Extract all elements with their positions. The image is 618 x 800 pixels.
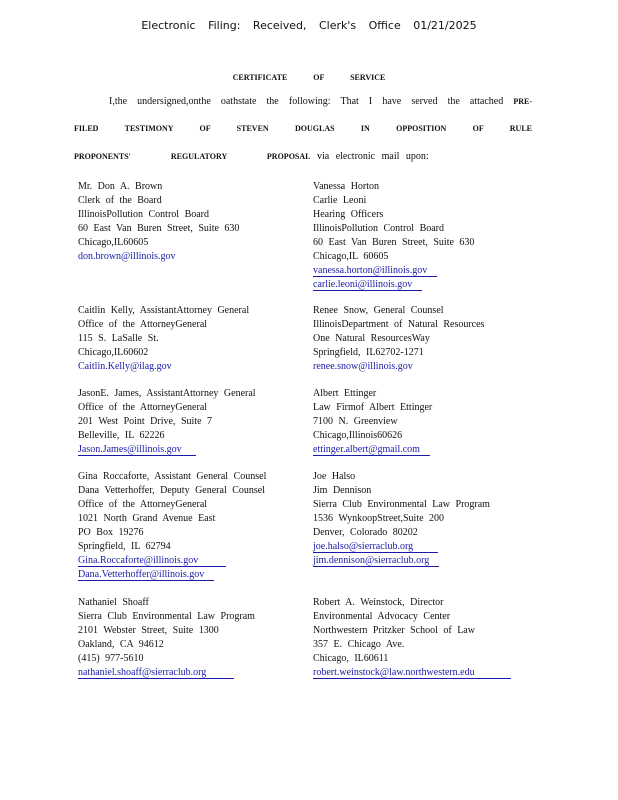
service-line: Chicago,Illinois60626: [313, 430, 403, 441]
email-text[interactable]: nathaniel.shoaff@sierraclub.org: [78, 667, 234, 679]
service-line: 357 E. Chicago Ave.: [313, 639, 405, 650]
email-text[interactable]: Gina.Roccaforte@illinois.gov: [78, 555, 226, 567]
email-link[interactable]: [78, 250, 318, 264]
service-line: Chicago,IL60605: [78, 237, 149, 248]
email-link[interactable]: [313, 666, 553, 680]
service-line: Northwestern Pritzker School of Law: [313, 625, 475, 636]
intro-line-1-text: I,the undersigned,onthe oathstate the following: That I have served the attached: [109, 96, 504, 107]
service-block-roccaforte-vetterhoffer: [78, 470, 318, 582]
service-line: IllinoisDepartment of Natural Resources: [313, 319, 485, 330]
email-text[interactable]: jim.dennison@sierraclub.org: [313, 555, 439, 567]
email-link[interactable]: [313, 554, 553, 568]
certificate-title: CERTIFICATE OF SERVICE: [232, 73, 386, 82]
email-text[interactable]: don.brown@illinois.gov: [78, 251, 176, 262]
intro-line-3-bold: PROPONENTS' REGULATORY PROPOSAL: [74, 152, 311, 161]
email-text[interactable]: Caitlin.Kelly@ilag.gov: [78, 361, 172, 372]
email-text[interactable]: Jason.James@illinois.gov: [78, 444, 196, 456]
service-block-albert-ettinger: [313, 387, 553, 457]
service-line: 7100 N. Greenview: [313, 416, 398, 427]
service-line: Belleville, IL 62226: [78, 430, 165, 441]
service-line: Chicago, IL60611: [313, 653, 389, 664]
service-line: Denver, Colorado 80202: [313, 527, 418, 538]
service-line: Carlie Leoni: [313, 195, 367, 206]
service-line: Renee Snow, General Counsel: [313, 305, 444, 316]
service-line: Jim Dennison: [313, 485, 372, 496]
intro-line-3-text: via electronic mail upon:: [316, 151, 429, 162]
email-link[interactable]: [313, 360, 553, 374]
service-line: Albert Ettinger: [313, 388, 377, 399]
email-link[interactable]: [78, 568, 318, 582]
email-link[interactable]: [78, 666, 318, 680]
service-line: Environmental Advocacy Center: [313, 611, 451, 622]
service-line: 1021 North Grand Avenue East: [78, 513, 216, 524]
service-line: IllinoisPollution Control Board: [78, 209, 210, 220]
service-line: Office of the AttorneyGeneral: [78, 499, 208, 510]
email-text[interactable]: ettinger.albert@gmail.com: [313, 444, 430, 456]
service-line: Mr. Don A. Brown: [78, 181, 163, 192]
email-text[interactable]: Dana.Vetterhoffer@illinois.gov: [78, 569, 214, 581]
service-line: Chicago,IL60602: [78, 347, 149, 358]
service-block-caitlin-kelly: [78, 304, 318, 374]
intro-line-2: FILED TESTIMONY OF STEVEN DOUGLAS IN OPPOSITION OF RULE: [74, 124, 532, 133]
service-block-hearing-officers: [313, 180, 553, 292]
service-line: 60 East Van Buren Street, Suite 630: [78, 223, 240, 234]
service-line: 1536 WynkoopStreet,Suite 200: [313, 513, 445, 524]
intro-line-1-bold: PRE-: [513, 97, 533, 106]
email-text[interactable]: joe.halso@sierraclub.org: [313, 541, 438, 553]
service-line: Oakland, CA 94612: [78, 639, 164, 650]
service-line: PO Box 19276: [78, 527, 144, 538]
service-block-jason-james: [78, 387, 318, 457]
service-line: Springfield, IL62702-1271: [313, 347, 424, 358]
email-text[interactable]: carlie.leoni@illinois.gov: [313, 279, 422, 291]
email-link[interactable]: [313, 540, 553, 554]
service-line: 115 S. LaSalle St.: [78, 333, 159, 344]
email-link[interactable]: [78, 443, 318, 457]
email-link[interactable]: [313, 264, 553, 278]
email-text[interactable]: renee.snow@illinois.gov: [313, 361, 413, 372]
service-block-renee-snow: [313, 304, 553, 374]
email-link[interactable]: [313, 443, 553, 457]
service-line: 2101 Webster Street, Suite 1300: [78, 625, 219, 636]
service-block-nathaniel-shoaff: [78, 596, 318, 680]
email-text[interactable]: robert.weinstock@law.northwestern.edu: [313, 667, 511, 679]
intro-line-3: [74, 151, 532, 162]
service-line: Nathaniel Shoaff: [78, 597, 149, 608]
service-line: (415) 977-5610: [78, 653, 144, 664]
service-line: Sierra Club Environmental Law Program: [78, 611, 255, 622]
service-line: Chicago,IL 60605: [313, 251, 389, 262]
service-line: Office of the AttorneyGeneral: [78, 319, 208, 330]
email-link[interactable]: [313, 278, 553, 292]
service-block-robert-weinstock: [313, 596, 553, 680]
service-line: IllinoisPollution Control Board: [313, 223, 445, 234]
email-link[interactable]: [78, 360, 318, 374]
service-line: Joe Halso: [313, 471, 356, 482]
service-line: Springfield, IL 62794: [78, 541, 171, 552]
service-line: Law Firmof Albert Ettinger: [313, 402, 433, 413]
service-line: One Natural ResourcesWay: [313, 333, 430, 344]
intro-line-1: [74, 96, 532, 107]
service-line: Caitlin Kelly, AssistantAttorney General: [78, 305, 250, 316]
service-line: Clerk of the Board: [78, 195, 162, 206]
email-link[interactable]: [78, 554, 318, 568]
filing-stamp: Electronic Filing: Received, Clerk's Office 01/21/2025: [141, 19, 477, 32]
service-block-halso-dennison: [313, 470, 553, 568]
service-line: 201 West Point Drive, Suite 7: [78, 416, 213, 427]
service-line: Office of the AttorneyGeneral: [78, 402, 208, 413]
email-text[interactable]: vanessa.horton@illinois.gov: [313, 265, 437, 277]
service-block-don-brown: [78, 180, 318, 264]
service-line: Gina Roccaforte, Assistant General Counsel: [78, 471, 267, 482]
service-line: Robert A. Weinstock, Director: [313, 597, 444, 608]
service-line: Dana Vetterhoffer, Deputy General Counsel: [78, 485, 266, 496]
service-line: Sierra Club Environmental Law Program: [313, 499, 490, 510]
service-line: Hearing Officers: [313, 209, 384, 220]
service-line: 60 East Van Buren Street, Suite 630: [313, 237, 475, 248]
service-line: Vanessa Horton: [313, 181, 380, 192]
service-line: JasonE. James, AssistantAttorney General: [78, 388, 256, 399]
